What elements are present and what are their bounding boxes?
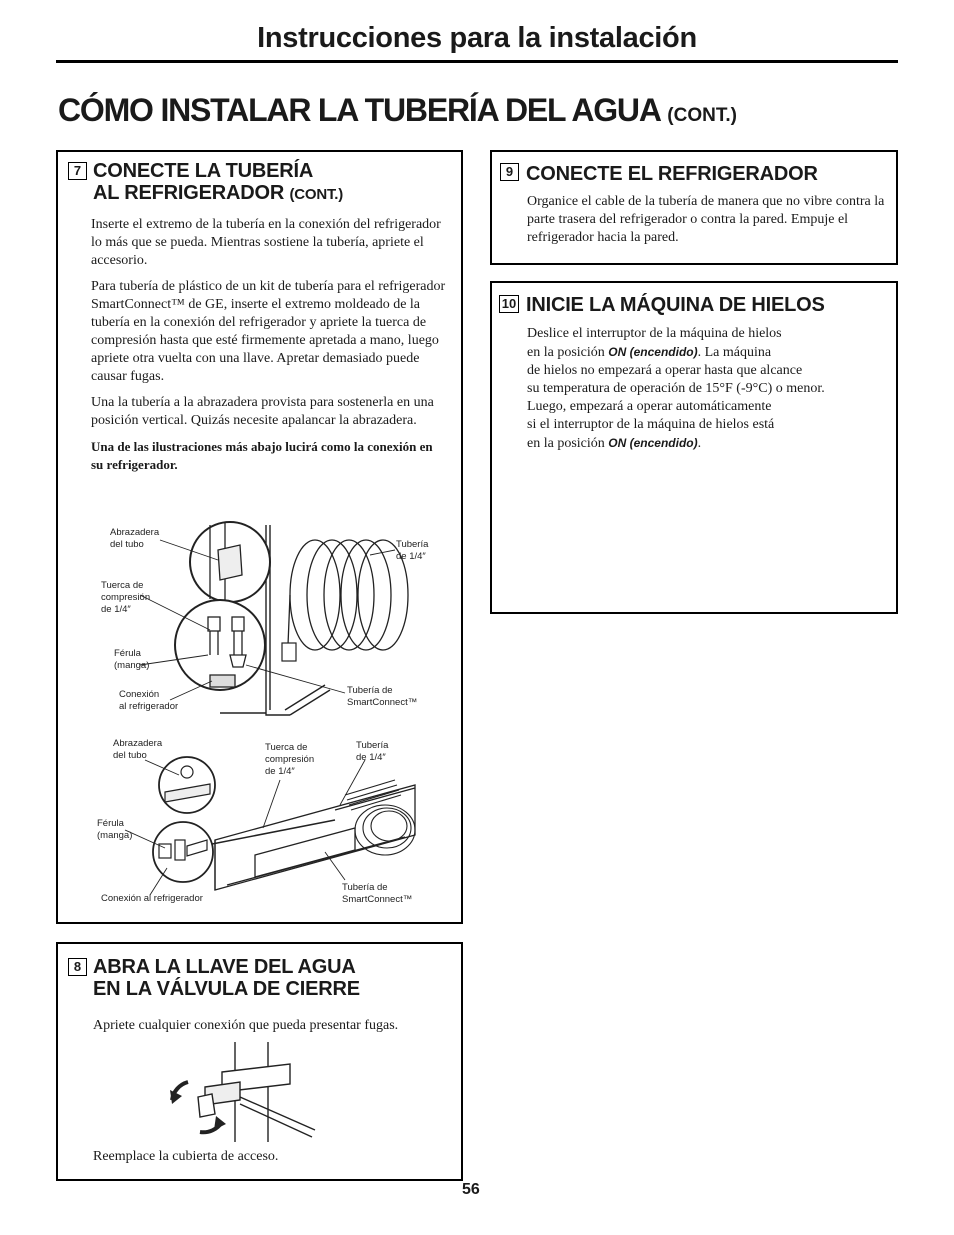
step-10-line-1: Deslice el interruptor de la máquina de hielos [527, 326, 782, 341]
step-8-para-2: Reemplace la cubierta de acceso. [93, 1149, 279, 1164]
step-10-line-3: de hielos no empezará a operar hasta que alcance [527, 363, 803, 378]
step-7-title-cont: (CONT.) [289, 186, 344, 203]
fig2-label-conexion: Conexión al refrigerador [101, 893, 203, 904]
step-10-line-7a: en la posición [527, 436, 609, 451]
step-7-title-line2 [93, 182, 343, 206]
step-10-title: INICIE LA MÁQUINA DE HIELOS [526, 294, 825, 316]
on-encendido-1: ON (encendido) [608, 345, 698, 359]
fig1-label-abrazadera: Abrazadera del tubo [110, 527, 160, 550]
fig1-label-tuberia: Tubería de 1/4″ [396, 539, 429, 562]
on-encendido-2: ON (encendido) [608, 436, 698, 450]
step-7-title-line1: CONECTE LA TUBERÍA [93, 160, 314, 182]
step-9-title: CONECTE EL REFRIGERADOR [526, 163, 818, 185]
step-8-title-line2: EN LA VÁLVULA DE CIERRE [93, 978, 360, 1000]
step-10-line-2b: . La máquina [697, 345, 772, 360]
step-10-line-5: Luego, empezará a operar automáticamente [527, 399, 772, 414]
fig2-label-tuerca: Tuerca de compresión de 1/4″ [265, 742, 315, 777]
fig2-label-smartconnect: Tubería de SmartConnect™ [342, 882, 413, 905]
step-10-line-7 [527, 434, 889, 453]
step-9-number: 9 [500, 163, 519, 181]
step-7-note: Una de las ilustraciones más abajo lucirá como la conexión en su refrigerador. [91, 439, 433, 472]
step-8-title-line1: ABRA LA LLAVE DEL AGUA [93, 956, 356, 978]
fig2-label-ferula: Férula (manga) [97, 818, 133, 841]
main-title-cont: (CONT.) [667, 105, 737, 126]
page-header-title: Instrucciones para la instalación [257, 22, 697, 54]
fig2-label-tuberia: Tubería de 1/4″ [356, 740, 389, 763]
step-10-line-2a: en la posición [527, 345, 609, 360]
step-10-line-6: si el interruptor de la máquina de hielos está [527, 417, 775, 432]
main-title-text: CÓMO INSTALAR LA TUBERÍA DEL AGUA [58, 92, 660, 128]
fig1-label-tuerca: Tuerca de compresión de 1/4″ [101, 580, 151, 615]
coiled-tubing-drawing [288, 540, 408, 650]
step-9-para-1: Organice el cable de la tubería de manera que no vibre contra la parte trasera del refrigerador o contra la pared. Empuje el refrigerador hacia la pared. [527, 194, 885, 245]
fig2-label-abrazadera: Abrazadera del tubo [113, 738, 163, 761]
fig1-label-conexion: Conexión al refrigerador [119, 689, 179, 712]
page-number: 56 [462, 1181, 480, 1198]
step-7-para-2: Para tubería de plástico de un kit de tubería para el refrigerador SmartConnect™ de GE, inserte el extremo moldeado de la tubería en la conexión del refrigerador y apriete la tuerca de compresión hasta que esté firmemente apretada a mano, luego apriete otra vuelta con una llave. Apretar demasiado puede causar fugas. [91, 279, 446, 384]
step-7-title-line2-text: AL REFRIGERADOR [93, 182, 285, 204]
step-7-para-3: Una la tubería a la abrazadera provista para sostenerla en una posición vertical. Quizás necesite apalancar la abrazadera. [91, 395, 434, 428]
fig1-label-smartconnect: Tubería de SmartConnect™ [347, 685, 418, 708]
step-10-number: 10 [499, 295, 519, 313]
step-8-number: 8 [68, 958, 87, 976]
step-10-line-4: su temperatura de operación de 15°F (-9°C) o menor. [527, 381, 825, 396]
step-7-body [91, 216, 446, 482]
main-title [58, 92, 737, 129]
step-7-para-1: Inserte el extremo de la tubería en la conexión del refrigerador lo más que se pueda. Mientras sostiene la tubería, apriete el accesorio. [91, 217, 441, 268]
step-8-para-1: Apriete cualquier conexión que pueda presentar fugas. [93, 1018, 399, 1033]
step-8-title [93, 956, 360, 1000]
step-10-line-2 [527, 343, 889, 362]
step-7-title [93, 160, 343, 206]
step-10-body [527, 325, 889, 453]
step-7-number: 7 [68, 162, 87, 180]
fig1-label-ferula: Férula (manga) [114, 648, 150, 671]
header-rule [56, 60, 898, 63]
step-10-line-7b: . [697, 436, 702, 451]
shutoff-valve-illustration [160, 1042, 320, 1142]
